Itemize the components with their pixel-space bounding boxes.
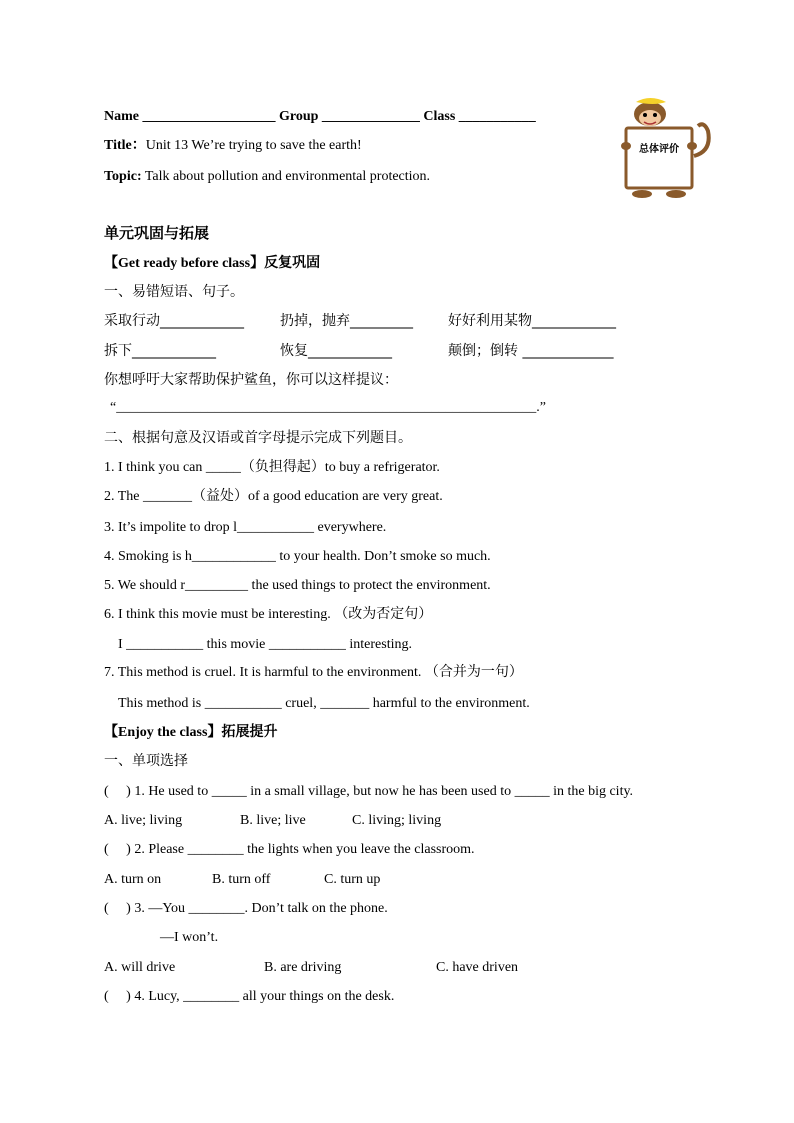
title-text: Unit 13 We’re trying to save the earth! [145,138,362,153]
fill-item-6-answer: I ___________ this movie ___________ interesting. [118,637,412,652]
part1-heading-zh: 反复巩固 [264,255,321,271]
part1-sub2: 二、根据句意及汉语或首字母提示完成下列题目。 [104,430,412,446]
phrase-restore: 恢复____________ [280,343,392,359]
part1-sub1: 一、易错短语、句子。 [104,284,244,300]
mc-q2-option-b: B. turn off [212,872,271,887]
title-label: Title： [104,138,146,153]
mc-q3-reply: —I won’t. [160,930,219,945]
phrase-take-action: 采取行动____________ [104,313,244,329]
topic-line [104,168,430,186]
monkey-tail-icon [694,124,709,156]
fill-item-5: 5. We should r_________ the used things to protect the environment. [104,578,491,593]
badge-label: 总体评价 [639,144,679,155]
fill-item-2: 2. The _______（益处）of a good education are very great. [104,489,443,504]
mc-question-2: ( ) 2. Please ________ the lights when you leave the classroom. [104,842,475,857]
mc-q2-option-c: C. turn up [324,872,381,887]
fill-item-7-answer: This method is ___________ cruel, _______ harmful to the environment. [118,696,530,711]
mc-question-3: ( ) 3. —You ________. Don’t talk on the phone. [104,901,388,916]
phrase-upside-down: 颠倒；倒转 _____________ [448,343,614,359]
monkey-evaluation-badge [614,96,712,202]
sign-board [626,128,692,188]
banana-icon [636,98,666,104]
phrase-throw-away: 扔掉，抛弃_________ [280,313,413,329]
name-group-class-line: Name ___________________ Group ______________ Class ___________ [104,109,536,124]
fill-item-7: 7. This method is cruel. It is harmful to the environment. （合并为一句） [104,665,523,680]
fill-item-4: 4. Smoking is h____________ to your health. Don’t smoke so much. [104,549,491,564]
part2-heading [104,723,277,742]
part1-heading [104,254,320,273]
prompt-answer-line: “____________________________________________________________.” [110,400,546,415]
mc-q1-option-b: B. live; live [240,813,306,828]
part2-heading-zh: 拓展提升 [221,724,278,740]
topic-label: Topic: [104,169,142,184]
topic-text: Talk about pollution and environmental protection. [144,169,431,184]
part1-heading-en: 【Get ready before class】 [104,256,265,271]
part2-heading-en: 【Enjoy the class】 [104,725,222,740]
fill-item-3: 3. It’s impolite to drop l___________ everywhere. [104,520,387,535]
phrase-make-use-of: 好好利用某物____________ [448,313,616,329]
section-title: 单元巩固与拓展 [104,224,210,242]
mc-q1-option-a: A. live; living [104,813,183,828]
mc-q2-option-a: A. turn on [104,872,162,887]
title-line [104,137,362,155]
mc-q1-option-c: C. living; living [352,813,442,828]
fill-item-6: 6. I think this movie must be interesting. （改为否定句） [104,607,433,622]
fill-item-1: 1. I think you can _____（负担得起）to buy a refrigerator. [104,460,440,475]
prompt-sharks: 你想呼吁大家帮助保护鲨鱼，你可以这样提议： [104,372,398,388]
mc-question-4: ( ) 4. Lucy, ________ all your things on the desk. [104,989,395,1004]
mc-question-1: ( ) 1. He used to _____ in a small village, but now he has been used to _____ in the big city. [104,784,634,799]
mc-q3-option-b: B. are driving [264,960,342,975]
mc-q3-option-a: A. will drive [104,960,176,975]
part2-sub1: 一、单项选择 [104,753,188,769]
phrase-take-down: 拆下____________ [104,343,216,359]
mc-q3-option-c: C. have driven [436,960,519,975]
